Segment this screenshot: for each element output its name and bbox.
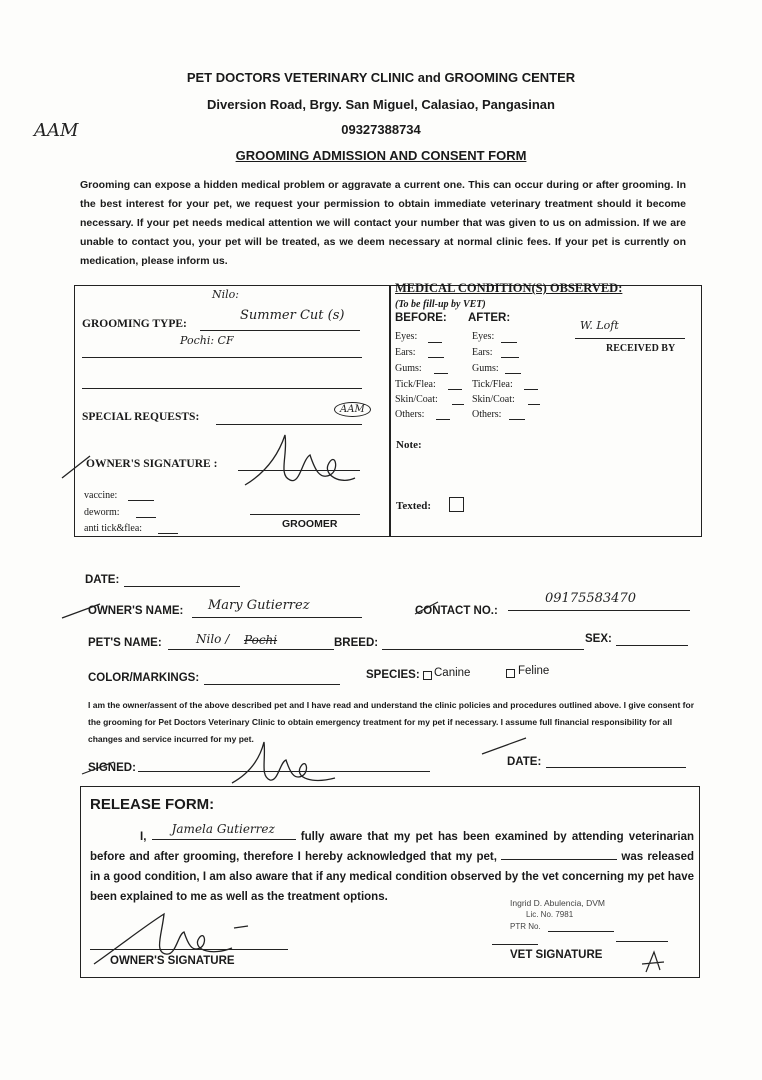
before-skincoat-line[interactable] [452, 404, 464, 405]
species-label: SPECIES: [366, 669, 420, 681]
before-ears: Ears: [395, 347, 416, 358]
feline-label: Feline [518, 665, 550, 677]
date-line[interactable] [124, 586, 240, 587]
medical-subtitle: (To be fill-up by VET) [395, 299, 486, 310]
signed-label: SIGNED: [88, 762, 136, 774]
after-label: AFTER: [468, 312, 511, 324]
after-tickflea: Tick/Flea: [472, 379, 513, 390]
before-gums-line[interactable] [434, 373, 448, 374]
strike-marks [60, 598, 440, 628]
vet-stamp-lic: Lic. No. 7981 [526, 910, 574, 919]
before-label: BEFORE: [395, 312, 447, 324]
vet-stamp-name: Ingrid D. Abulencia, DVM [510, 898, 605, 908]
pet-name-label: PET'S NAME: [88, 637, 162, 649]
vet-signature-line-1[interactable] [492, 944, 538, 945]
grooming-line-3[interactable] [82, 388, 362, 389]
grooming-type-value-2: Pochi: CF [180, 334, 234, 347]
signed-date-label: DATE: [507, 756, 542, 768]
after-gums: Gums: [472, 363, 499, 374]
vaccine-label: vaccine: [84, 490, 118, 501]
pet-name-struck: Pochi [244, 633, 278, 647]
signed-date-line[interactable] [546, 767, 686, 768]
pet-name-value: Nilo / [196, 632, 230, 646]
vet-signature-mark [640, 948, 670, 978]
owner-name-value: Mary Gutierrez [208, 598, 310, 613]
contact-value: 09175583470 [545, 591, 636, 606]
breed-line[interactable] [382, 649, 584, 650]
deworm-label: deworm: [84, 507, 120, 518]
before-others-line[interactable] [436, 419, 450, 420]
after-eyes: Eyes: [472, 331, 495, 342]
groomer-label: GROOMER [282, 518, 338, 530]
release-paragraph [90, 822, 695, 907]
antitick-label: anti tick&flea: [84, 523, 143, 534]
release-title: RELEASE FORM: [90, 796, 215, 813]
signed-signature-scribble [230, 738, 340, 788]
after-others-line[interactable] [509, 419, 525, 420]
groomer-line[interactable] [250, 514, 360, 515]
texted-label: Texted: [396, 500, 432, 512]
owner-signature-scribble [240, 430, 360, 490]
clinic-name: PET DOCTORS VETERINARY CLINIC and GROOMING CENTER [186, 70, 576, 85]
after-tickflea-line[interactable] [524, 389, 538, 390]
contact-label: CONTACT NO.: [415, 605, 498, 617]
margin-initials: AAM [34, 120, 79, 141]
owner-name-label: OWNER'S NAME: [88, 605, 184, 617]
after-skincoat: Skin/Coat: [472, 394, 515, 405]
signed-strike [80, 758, 120, 778]
sex-line[interactable] [616, 645, 688, 646]
vet-signature-label: VET SIGNATURE [510, 949, 603, 961]
vet-stamp-ptr-line [548, 931, 614, 932]
consent-paragraph: I am the owner/assent of the above described pet and I have read and understand the clinic policies and procedures outlined above. I give consent for the grooming for Pet Doctors Veterinary Clinic to obtain emergency treatment for my pet if necessary. I assume full financial responsibility for all changes and service incurred for my pet. [88, 700, 695, 744]
special-requests-initials: AAM [334, 402, 371, 417]
received-by-value: W. Loft [580, 319, 619, 332]
color-markings-line[interactable] [204, 684, 340, 685]
canine-label: Canine [434, 667, 471, 679]
sex-label: SEX: [585, 633, 612, 645]
pet-name-line[interactable] [168, 649, 334, 650]
release-owner-signature-label: OWNER'S SIGNATURE [110, 955, 235, 967]
after-gums-line[interactable] [505, 373, 521, 374]
antitick-line[interactable] [158, 533, 178, 534]
grooming-type-value: Summer Cut (s) [240, 308, 345, 323]
release-pet-line[interactable] [501, 847, 617, 860]
received-by-label: RECEIVED BY [606, 343, 676, 354]
deworm-line[interactable] [136, 517, 156, 518]
before-eyes-line[interactable] [428, 342, 442, 343]
note-label: Note: [396, 439, 422, 451]
before-tickflea-line[interactable] [448, 389, 462, 390]
owner-signature-label: OWNER'S SIGNATURE : [86, 458, 218, 470]
after-eyes-line[interactable] [501, 342, 517, 343]
grooming-type-line[interactable] [200, 330, 360, 331]
after-others: Others: [472, 409, 502, 420]
clinic-phone: 09327388734 [341, 122, 421, 137]
after-skincoat-line[interactable] [528, 404, 540, 405]
vaccine-line[interactable] [128, 500, 154, 501]
date-stroke [480, 736, 530, 756]
before-eyes: Eyes: [395, 331, 418, 342]
release-text-1: fully aware that my pet has been examined by attending veterinarian before and after grooming, therefore I hereby acknowledged that my pet, [90, 831, 694, 863]
color-markings-label: COLOR/MARKINGS: [88, 672, 200, 684]
grooming-type-prefix: Nilo: [212, 288, 239, 301]
date-label: DATE: [85, 574, 120, 586]
before-ears-line[interactable] [428, 357, 444, 358]
contact-line[interactable] [508, 610, 690, 611]
special-requests-line[interactable] [216, 424, 362, 425]
form-title: GROOMING ADMISSION AND CONSENT FORM [235, 148, 527, 163]
vet-stamp-ptr: PTR No. [510, 922, 541, 931]
after-ears-line[interactable] [501, 357, 519, 358]
clinic-address: Diversion Road, Brgy. San Miguel, Calasiao, Pangasinan [207, 97, 555, 112]
before-others: Others: [395, 409, 425, 420]
grooming-type-label: GROOMING TYPE: [82, 318, 187, 330]
before-tickflea: Tick/Flea: [395, 379, 436, 390]
after-ears: Ears: [472, 347, 493, 358]
release-name-line[interactable] [152, 822, 296, 840]
texted-checkbox[interactable] [449, 497, 464, 512]
before-skincoat: Skin/Coat: [395, 394, 438, 405]
grooming-line-2[interactable] [82, 357, 362, 358]
received-by-line[interactable] [575, 338, 685, 339]
before-gums: Gums: [395, 363, 422, 374]
feline-checkbox[interactable] [506, 669, 515, 678]
release-name-value: Jamela Gutierrez [171, 822, 275, 836]
breed-label: BREED: [334, 637, 379, 649]
owner-signature-check [60, 446, 100, 486]
medical-title: MEDICAL CONDITION(S) OBSERVED: [395, 281, 623, 295]
vet-signature-line-2[interactable] [616, 941, 668, 942]
release-text-2: was released in a good condition, I am also aware that if any medical condition observed by the vet concerning my pet have been explained to me as well as the treatment options. [90, 851, 695, 903]
special-requests-label: SPECIAL REQUESTS: [82, 411, 200, 423]
release-prefix: I, [140, 831, 147, 843]
canine-checkbox[interactable] [423, 671, 432, 680]
intro-paragraph: Grooming can expose a hidden medical problem or aggravate a current one. This can occur during or after grooming. In the best interest for your pet, we request your permission to obtain immediate veterinary treatment should it become necessary. If your pet needs medical attention we will contact your number that was given to us on admission. If we are unable to contact you, your pet will be treated, as we deem necessary at normal clinic fees. If your pet is currently on medication, please inform us. [80, 179, 686, 267]
box-divider [389, 285, 391, 537]
